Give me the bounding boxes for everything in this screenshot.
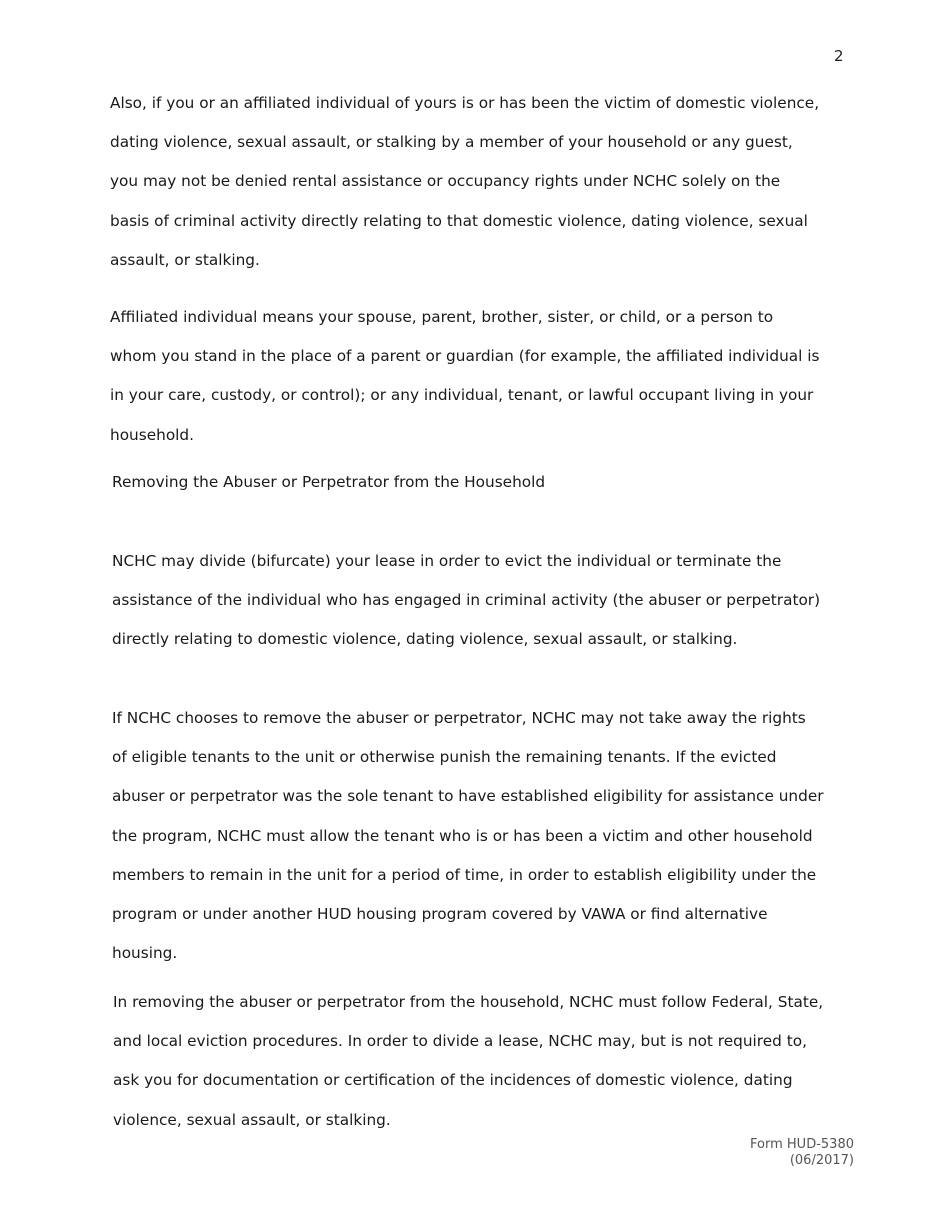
form-name: Form HUD-5380: [750, 1137, 854, 1152]
paragraph-victim-rights: Also, if you or an affiliated individual of yours is or has been the victim of domestic violence, dating violence, sexual assault, or stalking by a member of your household or any guest, you may not be denied rental assistance or occupancy rights under NCHC solely on the basis of criminal activity directly relating to that domestic violence, dating violence, sexual assault, or stalking.: [110, 94, 820, 269]
paragraph-eviction-procedures: In removing the abuser or perpetrator from the household, NCHC must follow Federal, State, and local eviction procedures. In order to divide a lease, NCHC may, but is not required to, ask you for documentation or certification of the incidences of domestic violence, dating violence, sexual assault, or stalking.: [113, 993, 824, 1129]
paragraph-bifurcate-lease: NCHC may divide (bifurcate) your lease in order to evict the individual or terminate the assistance of the individual who has engaged in criminal activity (the abuser or perpetrator) directly relating to domestic violence, dating violence, sexual assault, or stalking.: [112, 552, 821, 649]
paragraph-remove-abuser: If NCHC chooses to remove the abuser or perpetrator, NCHC may not take away the rights of eligible tenants to the unit or otherwise punish the remaining tenants. If the evicted abuser or perpetrator was the sole tenant to have established eligibility for assistance under the program, NCHC must allow the tenant who is or has been a victim and other household members to remain in the unit for a period of time, in order to establish eligibility under the program or under another HUD housing program covered by VAWA or find alternative housing.: [112, 709, 824, 963]
paragraph-affiliated-individual: Affiliated individual means your spouse, parent, brother, sister, or child, or a person to whom you stand in the place of a parent or guardian (for example, the affiliated individual is in your care, custody, or control); or any individual, tenant, or lawful occupant living in your household.: [110, 308, 820, 444]
section-heading: Removing the Abuser or Perpetrator from the Household: [112, 473, 546, 491]
form-footer: [750, 1137, 854, 1169]
page-number: 2: [834, 47, 844, 65]
form-date: (06/2017): [789, 1153, 854, 1168]
